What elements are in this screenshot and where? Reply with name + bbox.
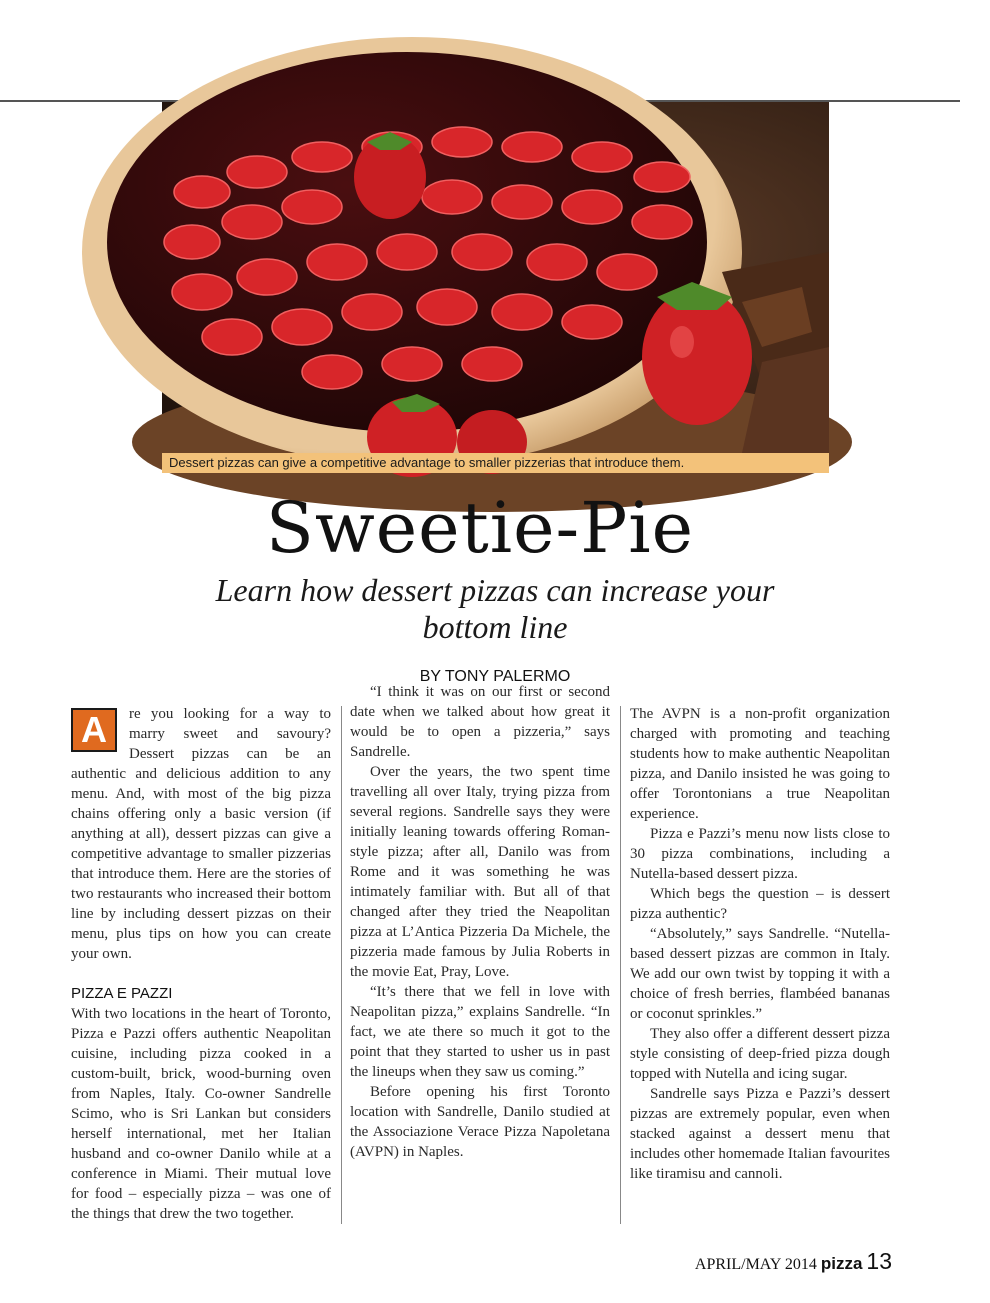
section-subhead: PIZZA E PAZZI [71, 985, 173, 1002]
issue-date: APRIL/MAY 2014 [694, 1256, 817, 1273]
article-body [71, 704, 331, 1224]
column-divider [341, 706, 342, 1224]
article-body-continued [630, 704, 890, 1184]
page-folio [695, 1246, 892, 1280]
body-paragraph: Before opening his first Toronto location with Sandrelle, Danilo studied at the Associazione Verace Pizza Napoletana (AVPN) in Naples. [350, 1084, 610, 1160]
article-column-2 [350, 684, 610, 1226]
body-paragraph: With two locations in the heart of Toronto, Pizza e Pazzi offers authentic Neapolitan cuisine, including pizza cooked in a custom-built, brick, wood-burning oven from Naples, Italy. Co-owner Sandrelle Scimo, who is Sri Lankan but considers herself international, met her Italian husband and co-owner Danilo while at a conference in Miami. Their mutual love for food – especially pizza – was one of the things that drew the two together. [71, 1006, 331, 1222]
body-paragraph: “I think it was on our first or second date when we talked about how great it would be to open a pizzeria,” says Sandrelle. [350, 684, 610, 760]
article-subtitle: Learn how dessert pizzas can increase your bottom line [215, 572, 775, 645]
intro-text: re you looking for a way to marry sweet and savoury? Dessert pizzas can be an authentic and delicious addition to any menu. And, with most of the big pizza chains offering only a basic version (if anything at all), dessert pizzas can give a competitive advantage to smaller pizzerias that introduce them. Here are the stories of two restaurants who increased their bottom line by including dessert pizzas on their menu, plus tips on how you can create your own. [71, 706, 331, 962]
body-paragraph: Over the years, the two spent time travelling all over Italy, trying pizza from several regions. Sandrelle says they were initially leaning towards offering Roman-style pizza; after all, Danilo was from Rome and it was something he was intimately familiar with. But all of that changed after they tried the Neapolitan pizza at L’Antica Pizzeria Da Michele, the pizzeria made famous by Julia Roberts in the movie Eat, Pray, Love. [350, 764, 610, 980]
intro-paragraph [71, 704, 331, 964]
page-number: 13 [866, 1248, 892, 1274]
body-paragraph: Sandrelle says Pizza e Pazzi’s dessert pizzas are extremely popular, even when stacked against a dessert menu that includes other homemade Italian favourites like tiramisu and cannoli. [630, 1086, 890, 1182]
body-paragraph: They also offer a different dessert pizza style consisting of deep-fried pizza dough topped with Nutella and icing sugar. [630, 1026, 890, 1082]
photo-caption: Dessert pizzas can give a competitive advantage to smaller pizzerias that introduce them. [162, 453, 829, 473]
drop-cap: A [71, 708, 117, 752]
body-paragraph: “Absolutely,” says Sandrelle. “Nutella-based dessert pizzas are common in Italy. We add our own twist by topping it with a choice of fresh berries, flambéed bananas or coconut sprinkles.” [630, 926, 890, 1022]
article-column-1 [71, 704, 331, 1226]
body-paragraph: Which begs the question – is dessert pizza authentic? [630, 886, 890, 922]
body-paragraph: Pizza e Pazzi’s menu now lists close to 30 pizza combinations, including a Nutella-based dessert pizza. [630, 826, 890, 882]
article-title: Sweetie-Pie [265, 487, 695, 569]
column-divider [620, 706, 621, 1224]
magazine-name: pizza [820, 1254, 863, 1273]
article-column-3 [630, 704, 890, 1226]
body-paragraph: “It’s there that we fell in love with Neapolitan pizza,” explains Sandrelle. “In fact, we ate there so much it got to the point that they started to usher us in past the lineups when they saw us coming.” [350, 984, 610, 1080]
article-body-continued [350, 182, 610, 1162]
body-paragraph-continued: The AVPN is a non-profit organization charged with promoting and teaching students how to make authentic Neapolitan pizza, and Danilo insisted he was going to offer Torontonians a true Neapolitan experience. [630, 706, 890, 822]
article-byline: BY TONY PALERMO [419, 668, 571, 685]
